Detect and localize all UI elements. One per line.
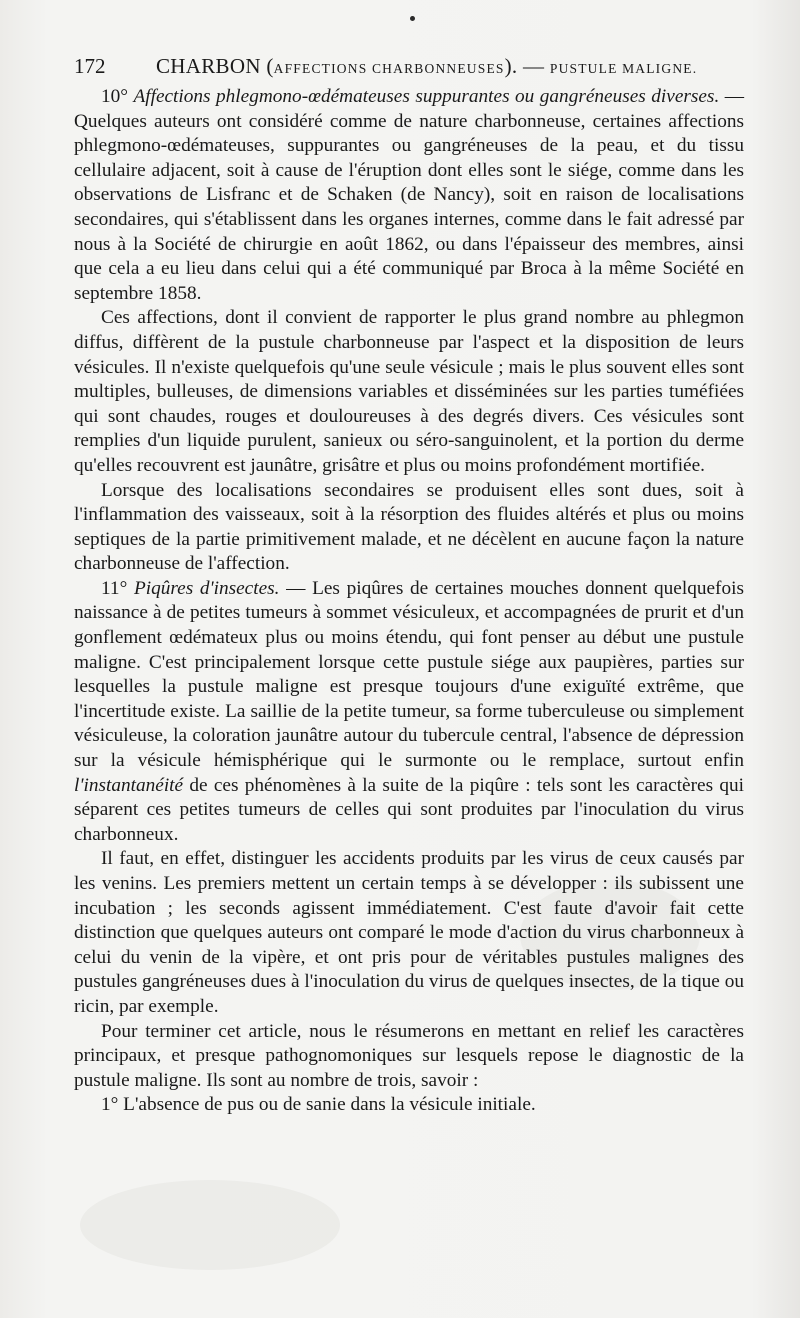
section-heading: Piqûres d'insectes. — [133, 577, 280, 599]
paper-smudge — [80, 1180, 340, 1270]
title-paren-open: ( — [260, 54, 274, 78]
emphasized-term: l'instantanéité — [74, 774, 184, 796]
running-head-title — [156, 54, 697, 79]
paragraph-conclusion: Pour terminer cet article, nous le résumerons en mettant en relief les caractères principaux, et presque pathognomoniques sur lesquels repose le diagnostic de la pustule maligne. Ils sont au nombre de trois, savoir : — [74, 1020, 744, 1091]
title-main: CHARBON — [156, 54, 261, 78]
page-number: 172 — [74, 54, 106, 78]
printed-dot — [410, 16, 415, 21]
title-paren-close: ). — — [504, 54, 550, 78]
section-number: 10° — [101, 86, 134, 107]
paragraph-10-phlegmono — [74, 85, 744, 306]
paragraph-localisations: Lorsque des localisations secondaires se produisent elles sont dues, soit à l'inflammation des vaisseaux, soit à la résorption des fluides altérés et plus ou moins septiques de la partie primitivement malade, et ne décèlent en aucune façon la nature charbonneuse de l'affection. — [74, 479, 744, 575]
title-section: PUSTULE MALIGNE. — [549, 61, 698, 76]
paragraph-text: — Les piqûres de certaines mouches donnent quelquefois naissance à de petites tumeurs à sommet vésiculeux, et accompagnées de prurit et d'un gonflement œdémateux plus ou moins étendu, qui font penser au début une pustule maligne. C'est principalement lorsque cette pustule siége aux paupières, parties sur lesquelles la pustule maligne est presque toujours d'une exiguïté extrême, que l'incertitude existe. La saillie de la petite tumeur, sa forme tuberculeuse ou simplement vésiculeuse, la coloration jaunâtre autour du tubercule central, l'absence de dépression sur la vésicule hémisphérique qui le surmonte ou le remplace, surtout enfin — [74, 577, 744, 772]
section-heading: Affections phlegmono-œdémateuses suppurantes ou gangréneuses diverses. — [133, 86, 720, 107]
body-text — [74, 85, 744, 1118]
paragraph-11-piqures — [74, 577, 744, 848]
running-header — [74, 54, 734, 80]
title-small-caps: AFFECTIONS CHARBONNEUSES — [273, 61, 505, 76]
paragraph-affections: Ces affections, dont il convient de rapporter le plus grand nombre au phlegmon diffus, diffèrent de la pustule charbonneuse par l'aspect et la disposition de leurs vésicules. Il n'existe quelquefois qu'une seule vésicule ; mais le plus souvent elles sont multiples, bulleuses, de dimensions variables et disséminées sur les parties tuméfiées qui sont chaudes, rouges et douloureuses à des degrés divers. Ces vésicules sont remplies d'un liquide purulent, sanieux ou séro-sanguinolent, et la portion du derme qu'elles recouvrent est jaunâtre, grisâtre et plus ou moins profondément mortifiée. — [74, 307, 744, 476]
section-number: 11° — [101, 577, 134, 599]
paragraph-virus-venins: Il faut, en effet, distinguer les accidents produits par les virus de ceux causés par les venins. Les premiers mettent un certain temps à se développer : ils subissent une incubation ; les seconds agissent immédiatement. C'est faute d'avoir fait cette distinction que quelques auteurs ont comparé le mode d'action du virus charbonneux à celui du venin de la vipère, et ont pris pour de véritables pustules malignes des pustules gangréneuses dues à l'inoculation du virus de quelques insectes, de la tique ou ricin, par exemple. — [74, 848, 744, 1017]
list-item-1: 1° L'absence de pus ou de sanie dans la vésicule initiale. — [101, 1094, 536, 1116]
paragraph-text: de ces phénomènes à la suite de la piqûre : tels sont les caractères qui séparent ces petites tumeurs de celles qui sont produites par l'inoculation du virus charbonneux. — [74, 774, 744, 845]
paragraph-text: — Quelques auteurs ont considéré comme de nature charbonneuse, certaines affections phlegmono-œdémateuses, suppurantes ou gangréneuses de la peau, et du tissu cellulaire adjacent, soit à cause de l'éruption dont elles sont le siége, comme dans les observations de Lisfranc et de Schaken (de Nancy), soit en raison de localisations secondaires, qui s'établissent dans les organes internes, comme dans le fait adressé par nous à la Société de chirurgie en août 1862, ou dans l'épaisseur des membres, ainsi que cela a eu lieu dans celui qui a été communiqué par Broca à la même Société en septembre 1858. — [74, 86, 745, 304]
